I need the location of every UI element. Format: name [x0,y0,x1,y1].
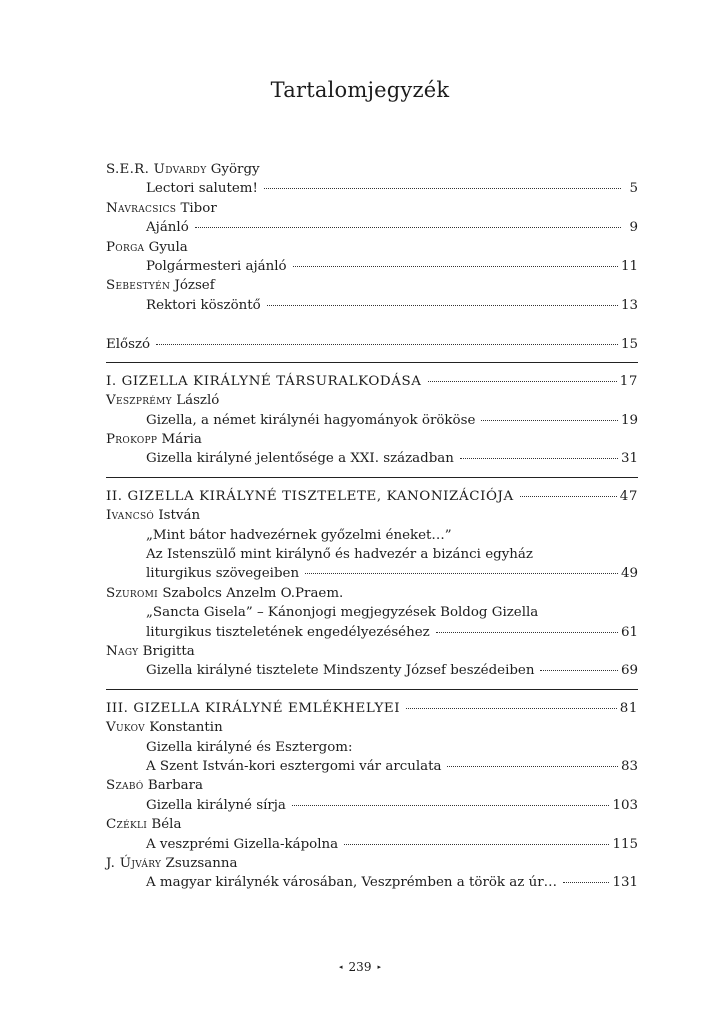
entry-title: Rektori köszöntő [146,297,261,313]
page-number-footer: 239 [348,960,372,974]
toc-entry[interactable] [106,296,638,315]
toc-author [106,584,638,603]
author-family-name: Czékli [106,817,148,833]
toc-author [106,238,638,257]
author-family-name: Porga [106,239,145,255]
section-title: II. GIZELLA KIRÁLYNÉ TISZTELETE, KANONIZÁCIÓJA [106,488,514,504]
section-divider [106,477,638,478]
toc-author [106,430,638,449]
entry-title-part: Az Istenszülő mint királynő és hadvezér a bizánci egyház [146,547,533,563]
section-divider [106,689,638,690]
toc-author [106,642,638,661]
author-family-name: Veszprémy [106,393,172,409]
toc-entry[interactable] [106,564,638,583]
author-given-name: Béla [151,817,182,833]
author-family-name: Szuromi [106,585,159,601]
toc-section-heading[interactable] [106,372,638,391]
toc-author [106,199,638,218]
toc-author [106,815,638,834]
author-given-name: Brigitta [142,643,195,659]
toc-entry-foreword[interactable] [106,335,638,354]
author-family-name: Szabó [106,778,144,794]
entry-title: A Szent István-kori esztergomi vár arculata [146,758,442,774]
toc-author [106,776,638,795]
toc-author [106,276,638,295]
page-number: 9 [629,220,638,236]
toc-section-heading[interactable] [106,699,638,718]
author-given-name: Tibor [180,200,217,216]
author-family-name: Navracsics [106,200,177,216]
author-given-name: Zsuzsanna [165,855,238,871]
entry-title: liturgikus tiszteletének engedélyezéséhez [146,624,430,640]
toc-entry[interactable] [106,218,638,237]
page-number: 103 [612,797,638,813]
page-number: 15 [620,336,638,352]
page-number: 69 [620,663,638,679]
left-triangle-icon: ◂ [339,963,343,971]
toc-author [106,160,638,179]
entry-title-part: „Sancta Gisela” – Kánonjogi megjegyzések Boldog Gizella [146,605,539,621]
entry-title: A veszprémi Gizella-kápolna [146,836,339,852]
entry-title: Gizella királyné tisztelete Mindszenty József beszédeiben [146,663,535,679]
toc-entry[interactable] [106,835,638,854]
author-given-name: György [210,162,260,177]
dot-leader [540,670,617,671]
page-footer [0,960,720,974]
dot-leader [292,805,610,806]
entry-title-line [106,526,638,545]
author-family-name: J. Újváry [106,855,162,871]
page-number: 81 [619,700,638,716]
toc-entry[interactable] [106,796,638,815]
page-number: 13 [620,297,638,313]
dot-leader [293,266,618,267]
section-title: III. GIZELLA KIRÁLYNÉ EMLÉKHELYEI [106,700,401,716]
toc-entry[interactable] [106,661,638,680]
dot-leader [481,420,618,421]
page-number: 11 [620,258,638,274]
entry-title: Gizella királyné jelentősége a XXI. században [146,451,454,467]
page-number: 83 [620,758,638,774]
toc-author [106,854,638,873]
page-number: 61 [620,624,638,640]
page-number: 49 [620,566,638,582]
author-given-name: Gyula [148,239,188,255]
section-title: I. GIZELLA KIRÁLYNÉ TÁRSURALKODÁSA [106,373,422,389]
page-number: 17 [619,373,638,389]
toc-entry[interactable] [106,411,638,430]
right-triangle-icon: ▸ [377,963,381,971]
author-given-name: Konstantin [149,720,223,736]
toc-author [106,718,638,737]
entry-title-line [106,603,638,622]
author-family-name: S.E.R. Udvardy [106,162,207,177]
page-title: Tartalomjegyzék [270,78,450,102]
toc-entry[interactable] [106,449,638,468]
entry-title-line [106,545,638,564]
author-given-name: József [174,278,215,294]
toc-entry[interactable] [106,873,638,892]
entry-title: Előszó [106,336,151,352]
entry-title-line [106,738,638,757]
toc-section-heading[interactable] [106,487,638,506]
author-family-name: Ivancsó [106,508,155,524]
entry-title: Lectori salutem! [146,181,258,197]
toc-author [106,391,638,410]
entry-title-part: „Mint bátor hadvezérnek győzelmi éneket…” [146,527,452,543]
author-given-name: István [158,508,201,524]
entry-title: Polgármesteri ajánló [146,258,287,274]
toc-entry[interactable] [106,179,638,198]
dot-leader [344,844,609,845]
author-given-name: Mária [161,432,202,448]
author-family-name: Sebestyén [106,278,171,294]
dot-leader [520,496,617,497]
dot-leader [447,766,617,767]
author-family-name: Vukov [106,720,145,736]
entry-title: Gizella királyné sírja [146,797,286,813]
dot-leader [195,227,621,228]
toc-entry[interactable] [106,623,638,642]
page-number: 31 [620,451,638,467]
page-number: 47 [619,488,638,504]
author-family-name: Nagy [106,643,139,659]
page-number: 5 [629,181,638,197]
dot-leader [305,573,618,574]
spacer [106,315,638,334]
dot-leader [267,305,618,306]
page-number: 131 [612,875,638,891]
author-given-name: Szabolcs Anzelm O.Praem. [162,585,344,601]
entry-title: liturgikus szövegeiben [146,566,300,582]
dot-leader [460,458,618,459]
toc-entry[interactable] [106,257,638,276]
page-number: 115 [612,836,638,852]
entry-title: A magyar királynék városában, Veszprémben a török az úr… [146,875,557,891]
toc-entry[interactable] [106,757,638,776]
author-given-name: Barbara [147,778,204,794]
author-family-name: Prokopp [106,432,158,448]
dot-leader [563,882,609,883]
entry-title-part: Gizella királyné és Esztergom: [146,739,353,755]
dot-leader [428,381,617,382]
dot-leader [406,708,617,709]
dot-leader [156,344,618,345]
entry-title: Ajánló [146,220,189,236]
table-of-contents [106,160,638,893]
section-divider [106,362,638,363]
entry-title: Gizella, a német királynéi hagyományok örököse [146,412,476,428]
toc-author [106,506,638,525]
dot-leader [264,188,621,189]
dot-leader [436,632,618,633]
author-given-name: László [176,393,220,409]
page-number: 19 [620,412,638,428]
